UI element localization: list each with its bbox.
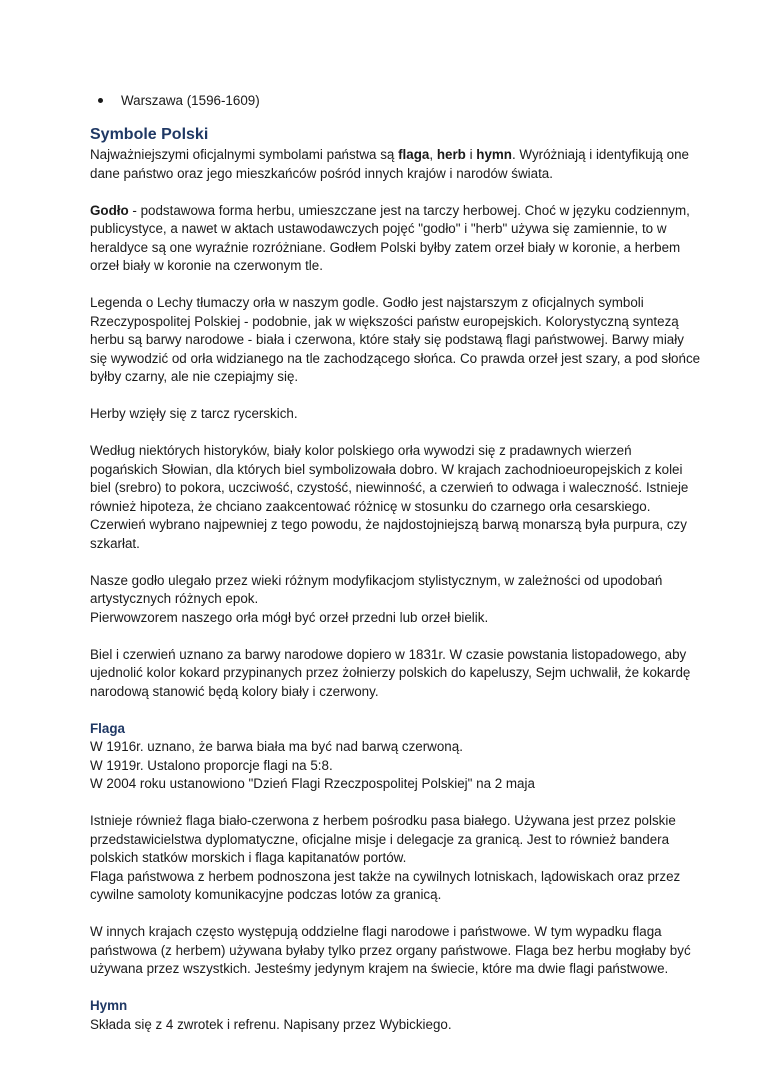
bold-godlo: Godło	[90, 202, 129, 218]
bullet-list-item	[98, 91, 260, 110]
heading-flaga: Flaga	[90, 720, 125, 736]
heading-hymn: Hymn	[90, 998, 128, 1013]
flaga-fact-line: W 2004 roku ustanowiono "Dzień Flagi Rzeczpospolitej Polskiej" na 2 maja	[90, 776, 535, 791]
historycy-line: Według niektórych historyków, biały kolor polskiego orła wywodzi się z pradawnych wierzeń	[90, 443, 632, 458]
bold-flaga: flaga	[398, 147, 430, 162]
legenda-line: byłby czarny, ale nie czepiajmy się.	[90, 369, 299, 384]
inne-line: W innych krajach często występują oddzielne flagi narodowe i państwowe. W tym wypadku flaga	[90, 924, 662, 939]
legenda-line: się wywodzić od orła widzianego na tle zachodzącego słońca. Co prawda orzeł jest szary, a pod słońce	[90, 350, 701, 366]
bullet-icon	[98, 98, 103, 103]
inne-line: państwowa (z herbem) używana byłaby tylko przez organy państwowe. Flaga bez herbu mogłaby być	[90, 942, 691, 958]
modyfikacje-line: Pierwowzorem naszego orła mógł być orzeł przedni lub orzeł bielik.	[90, 609, 489, 625]
historycy-line: również hipoteza, że chciano zaakcentować różnicę w stosunku do czarnego orła cesarskiego.	[90, 498, 651, 514]
legenda-line: Legenda o Lechy tłumaczy orła w naszym godle. Godło jest najstarszym z oficjalnych symboli	[90, 295, 644, 310]
legenda-line: Rzeczypospolitej Polskiej - podobnie, jak w większości państw europejskich. Kolorystyczną syntezą	[90, 313, 679, 329]
flaga-fact-line: W 1916r. uznano, że barwa biała ma być nad barwą czerwoną.	[90, 739, 463, 754]
herbem-line: cywilne samoloty komunikacyjne podczas lotów za granicą.	[90, 887, 442, 902]
inne-line: używana przez wszystkich. Jesteśmy jedynym krajem na świecie, które ma dwie flagi państwowe.	[90, 961, 669, 976]
document-body	[90, 124, 701, 1034]
hymn-line: Składa się z 4 zwrotek i refrenu. Napisany przez Wybickiego.	[90, 1016, 452, 1032]
herbem-line: Istnieje również flaga biało-czerwona z herbem pośrodku pasa białego. Używana jest przez polskie	[90, 813, 676, 828]
modyfikacje-line: Nasze godło ulegało przez wieki różnym modyfikacjom stylistycznym, w zależności od upodobań	[90, 572, 663, 588]
godlo-line-3: heraldyce są one wyraźnie rozróżniane. Godłem Polski byłby zatem orzeł biały w koronie, a herbem	[90, 239, 681, 255]
heading-symbole-polski: Symbole Polski	[90, 126, 209, 143]
intro-line-2: dane państwo oraz jego mieszkańców pośród innych krajów i narodów świata.	[90, 165, 553, 181]
barwy-line: Biel i czerwień uznano za barwy narodowe dopiero w 1831r. W czasie powstania listopadowego, aby	[90, 646, 687, 662]
legenda-line: herbu są barwy narodowe - biała i czerwona, które stały się podstawą flagi państwowej. Barwy miały	[90, 332, 684, 347]
barwy-line: ujednolić kolor kokard przypinanych przez żołnierzy polskich do kapeluszy, Sejm uchwalił, że kokardę	[90, 665, 691, 680]
intro-line-1: Najważniejszymi oficjalnymi symbolami państwa są flaga, herb i hymn. Wyróżniają i identyfikują one	[90, 147, 690, 162]
flaga-fact-line: W 1919r. Ustalono proporcje flagi na 5:8.	[90, 757, 333, 773]
herby-line: Herby wzięły się z tarcz rycerskich.	[90, 406, 298, 421]
historycy-line: pogańskich Słowian, dla których biel symbolizowała dobro. W krajach zachodnioeuropejskich z kolei	[90, 461, 683, 477]
godlo-line-2: publicystyce, a nawet w aktach ustawodawczych pojęć "godło" i "herb" używa się zamiennie, to w	[90, 221, 667, 236]
historycy-line: biel (srebro) to pokora, uczciwość, czystość, niewinność, a czerwień to odwaga i waleczność. Istnieje	[90, 480, 689, 495]
herbem-line: Flaga państwowa z herbem podnoszona jest także na cywilnych lotniskach, lądowiskach oraz przez	[90, 868, 681, 884]
modyfikacje-line: artystycznych różnych epok.	[90, 591, 259, 606]
herbem-line: polskich statków morskich i flaga kapitanatów portów.	[90, 850, 407, 865]
bold-hymn: hymn	[476, 147, 512, 162]
historycy-line: Czerwień wybrano najpewniej z tego powodu, że najdostojniejszą barwą monarszą była purpura, czy	[90, 517, 687, 532]
bold-herb: herb	[436, 147, 466, 162]
godlo-line-1: Godło - podstawowa forma herbu, umieszczane jest na tarczy herbowej. Choć w języku codziennym,	[90, 202, 690, 218]
herbem-line: przedstawicielstwa dyplomatyczne, oficjalne misje i delegacje za granicą. Jest to również bandera	[90, 831, 670, 847]
godlo-line-4: orzeł biały w koronie na czerwonym tle.	[90, 258, 323, 273]
barwy-line: narodową stanowić będą kolory biały i czerwony.	[90, 683, 379, 699]
historycy-line: szkarłat.	[90, 535, 140, 551]
bullet-text: Warszawa (1596-1609)	[121, 93, 260, 108]
